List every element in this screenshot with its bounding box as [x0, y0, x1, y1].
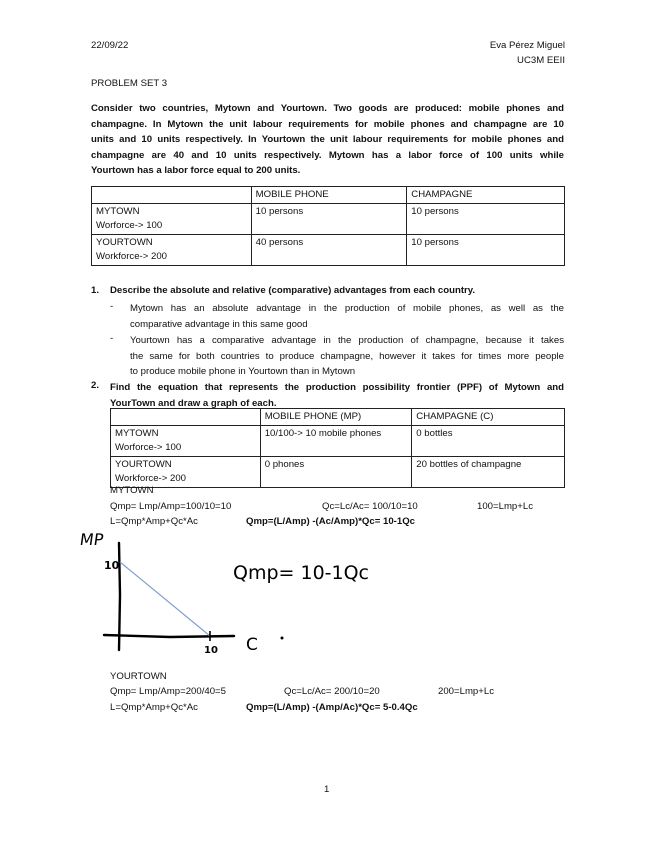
- workforce: Workforce-> 200: [96, 251, 168, 262]
- intro-paragraph: [91, 101, 564, 179]
- yourtown-label: YOURTOWN: [110, 671, 167, 682]
- country-name: YOURTOWN: [96, 237, 153, 248]
- graph-x-label: C: [246, 635, 258, 655]
- intro-line: champagne are 40 and 10 units respectively. Mytown has a labor force of 100 units while: [91, 149, 564, 161]
- q2-title-line: Find the equation that represents the production possibility frontier (PPF) of Mytown and: [110, 382, 564, 393]
- table-row: [111, 426, 565, 457]
- country-name: MYTOWN: [96, 206, 140, 217]
- table-cell: [111, 457, 261, 488]
- graph-dot: [281, 637, 284, 640]
- table-header-row: [92, 187, 565, 204]
- intro-line: Consider two countries, Mytown and Yourtown. Two goods are produced: mobile phones and: [91, 103, 564, 114]
- table-header-row: [111, 409, 565, 426]
- bullet-dash: -: [110, 301, 114, 312]
- graph-annotation: Qmp= 10-1Qc: [233, 562, 370, 584]
- table-header-cell: MOBILE PHONE (MP): [260, 409, 412, 426]
- mytown-qmp: Qmp= Lmp/Amp=100/10=10: [110, 501, 232, 512]
- table-header-cell: [92, 187, 252, 204]
- table-cell: [111, 426, 261, 457]
- graph-y-label: MP: [78, 530, 105, 549]
- table-header-cell: CHAMPAGNE (C): [412, 409, 565, 426]
- bullet-line: Yourtown has a comparative advantage in the production of champagne, because it takes: [130, 335, 564, 346]
- table-cell: 0 bottles: [412, 426, 565, 457]
- yourtown-qc: Qc=Lc/Ac= 200/10=20: [284, 686, 380, 697]
- intro-line: units and 10 units respectively. In Yourtown the unit labour requirements for mobile phones and: [91, 134, 564, 146]
- author-name: Eva Pérez Miguel: [489, 40, 565, 51]
- mytown-labor: 100=Lmp+Lc: [477, 501, 534, 512]
- institution: UC3M EEII: [517, 55, 565, 66]
- graph-x-axis: [104, 635, 234, 637]
- graph-y-tick: 10: [104, 559, 120, 572]
- yourtown-labor: 200=Lmp+Lc: [438, 686, 495, 697]
- yourtown-eq-left: L=Qmp*Amp+Qc*Ac: [110, 702, 198, 713]
- q1-bullet: [130, 333, 564, 380]
- graph-y-axis: [119, 543, 120, 650]
- workforce: Workforce-> 200: [115, 473, 187, 484]
- ppf-line: [120, 562, 210, 636]
- table-header-cell: CHAMPAGNE: [407, 187, 565, 204]
- bullet-line: Mytown has an absolute advantage in the production of mobile phones, as well as the: [130, 303, 564, 314]
- table-cell: [92, 204, 252, 235]
- table-row: [92, 235, 565, 266]
- bullet-dash: -: [110, 333, 114, 344]
- table-cell: 10/100-> 10 mobile phones: [260, 426, 412, 457]
- bullet-line: comparative advantage in this same good: [130, 318, 308, 330]
- mytown-qc: Qc=Lc/Ac= 100/10=10: [322, 501, 418, 512]
- table-cell: 0 phones: [260, 457, 412, 488]
- table-cell: 40 persons: [251, 235, 407, 266]
- table-header-cell: [111, 409, 261, 426]
- intro-line: Yourtown has a labor force equal to 200 units.: [91, 165, 301, 177]
- intro-line: champagne. In Mytown the unit labour requirements for mobile phones and champagne are 10: [91, 118, 564, 130]
- graph-x-tick: 10: [204, 645, 218, 656]
- table-header-cell: MOBILE PHONE: [251, 187, 407, 204]
- table-row: [92, 204, 565, 235]
- labour-requirements-table: [91, 186, 565, 266]
- q1-bullet: [130, 301, 564, 332]
- table-cell: 10 persons: [407, 204, 565, 235]
- page-number: 1: [324, 784, 330, 795]
- problem-set-title: PROBLEM SET 3: [91, 78, 168, 89]
- document-date: 22/09/22: [91, 40, 129, 51]
- bullet-line: to produce mobile phone in Yourtown than in Mytown: [130, 366, 356, 377]
- yourtown-qmp: Qmp= Lmp/Amp=200/40=5: [110, 686, 226, 697]
- q2-title-line: YourTown and draw a graph of each.: [110, 397, 277, 409]
- mytown-eq-right: Qmp=(L/Amp) -(Ac/Amp)*Qc= 10-1Qc: [246, 516, 415, 527]
- q1-title: Describe the absolute and relative (comparative) advantages from each country.: [110, 285, 476, 296]
- table-row: [111, 457, 565, 488]
- bullet-line: the same for both countries to produce champagne, however it takes for times more people: [130, 350, 564, 362]
- q1-number: 1.: [91, 285, 100, 296]
- q2-title: [110, 380, 564, 411]
- mytown-eq-left: L=Qmp*Amp+Qc*Ac: [110, 516, 198, 527]
- workforce: Worforce-> 100: [115, 442, 182, 453]
- table-cell: 10 persons: [251, 204, 407, 235]
- country-name: YOURTOWN: [115, 459, 172, 470]
- ppf-table: [110, 408, 565, 488]
- ppf-graph: [70, 525, 370, 660]
- workforce: Worforce-> 100: [96, 220, 163, 231]
- table-cell: 20 bottles of champagne: [412, 457, 565, 488]
- mytown-label: MYTOWN: [110, 485, 154, 496]
- table-cell: 10 persons: [407, 235, 565, 266]
- q2-number: 2.: [91, 380, 100, 391]
- table-cell: [92, 235, 252, 266]
- yourtown-eq-right: Qmp=(L/Amp) -(Amp/Ac)*Qc= 5-0.4Qc: [246, 702, 418, 713]
- country-name: MYTOWN: [115, 428, 159, 439]
